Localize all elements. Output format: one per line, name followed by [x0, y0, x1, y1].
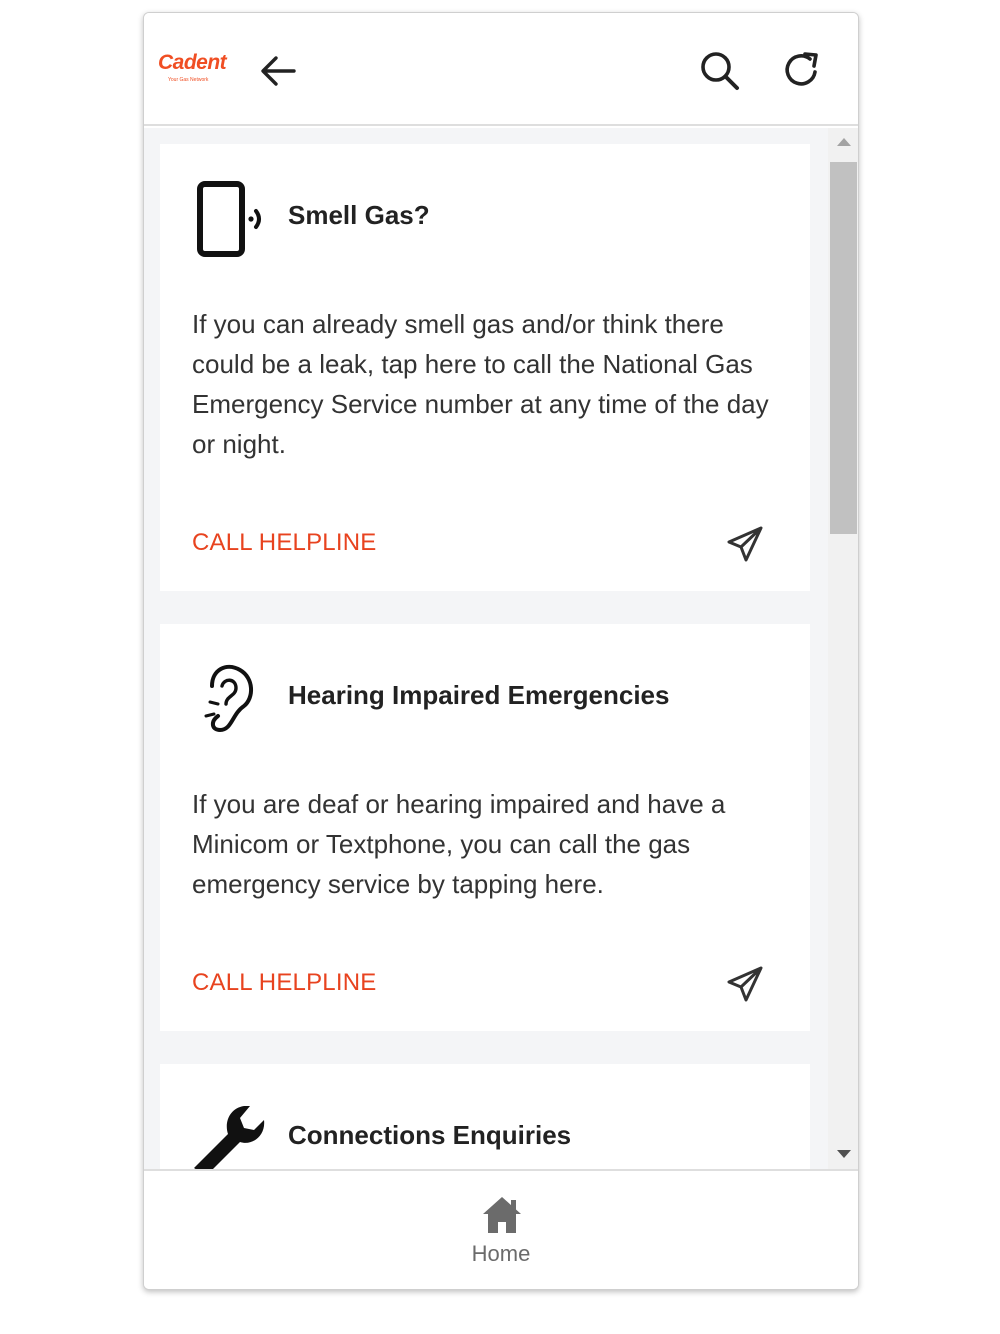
- ear-icon: [188, 656, 268, 746]
- smell-gas-card[interactable]: [160, 144, 810, 591]
- nav-home-tab[interactable]: [451, 1191, 551, 1271]
- call-helpline-link[interactable]: CALL HELPLINE: [192, 969, 377, 996]
- call-helpline-link[interactable]: CALL HELPLINE: [192, 529, 377, 556]
- home-icon: [481, 1195, 523, 1235]
- scrollbar-thumb[interactable]: [830, 162, 857, 534]
- wrench-icon: [190, 1090, 270, 1170]
- back-button[interactable]: [256, 49, 300, 93]
- card-description: If you can already smell gas and/or think there could be a leak, tap here to call the National Gas Emergency Service number at any time of the day or night.: [192, 309, 769, 459]
- logo-tagline: Your Gas Network: [168, 77, 209, 83]
- hearing-impaired-card[interactable]: [160, 624, 810, 1031]
- card-title: Hearing Impaired Emergencies: [288, 680, 670, 710]
- scroll-up-arrow-icon[interactable]: [837, 138, 851, 146]
- card-title: Connections Enquiries: [288, 1120, 572, 1150]
- home-label: Home: [471, 1241, 531, 1266]
- cadent-logo[interactable]: [158, 51, 238, 85]
- send-icon[interactable]: [725, 524, 765, 564]
- scroll-down-arrow-icon[interactable]: [837, 1150, 851, 1158]
- bottom-navigation: [144, 1169, 858, 1290]
- search-button[interactable]: [698, 49, 742, 93]
- search-icon: [699, 50, 741, 92]
- app-window: [143, 12, 859, 1290]
- content-scroll-area[interactable]: [144, 128, 858, 1170]
- top-app-bar: [144, 13, 858, 126]
- logo-text: Cadent: [158, 51, 227, 74]
- scrollbar[interactable]: [828, 128, 858, 1170]
- send-icon[interactable]: [725, 964, 765, 1004]
- mobile-phone-icon: [188, 180, 268, 270]
- refresh-button[interactable]: [780, 49, 824, 93]
- connections-enquiries-card[interactable]: [160, 1064, 810, 1170]
- refresh-icon: [781, 50, 823, 92]
- arrow-left-icon: [258, 51, 298, 91]
- card-description: If you are deaf or hearing impaired and have a Minicom or Textphone, you can call the gas emergency service by tapping here.: [192, 789, 726, 899]
- card-title: Smell Gas?: [288, 200, 430, 230]
